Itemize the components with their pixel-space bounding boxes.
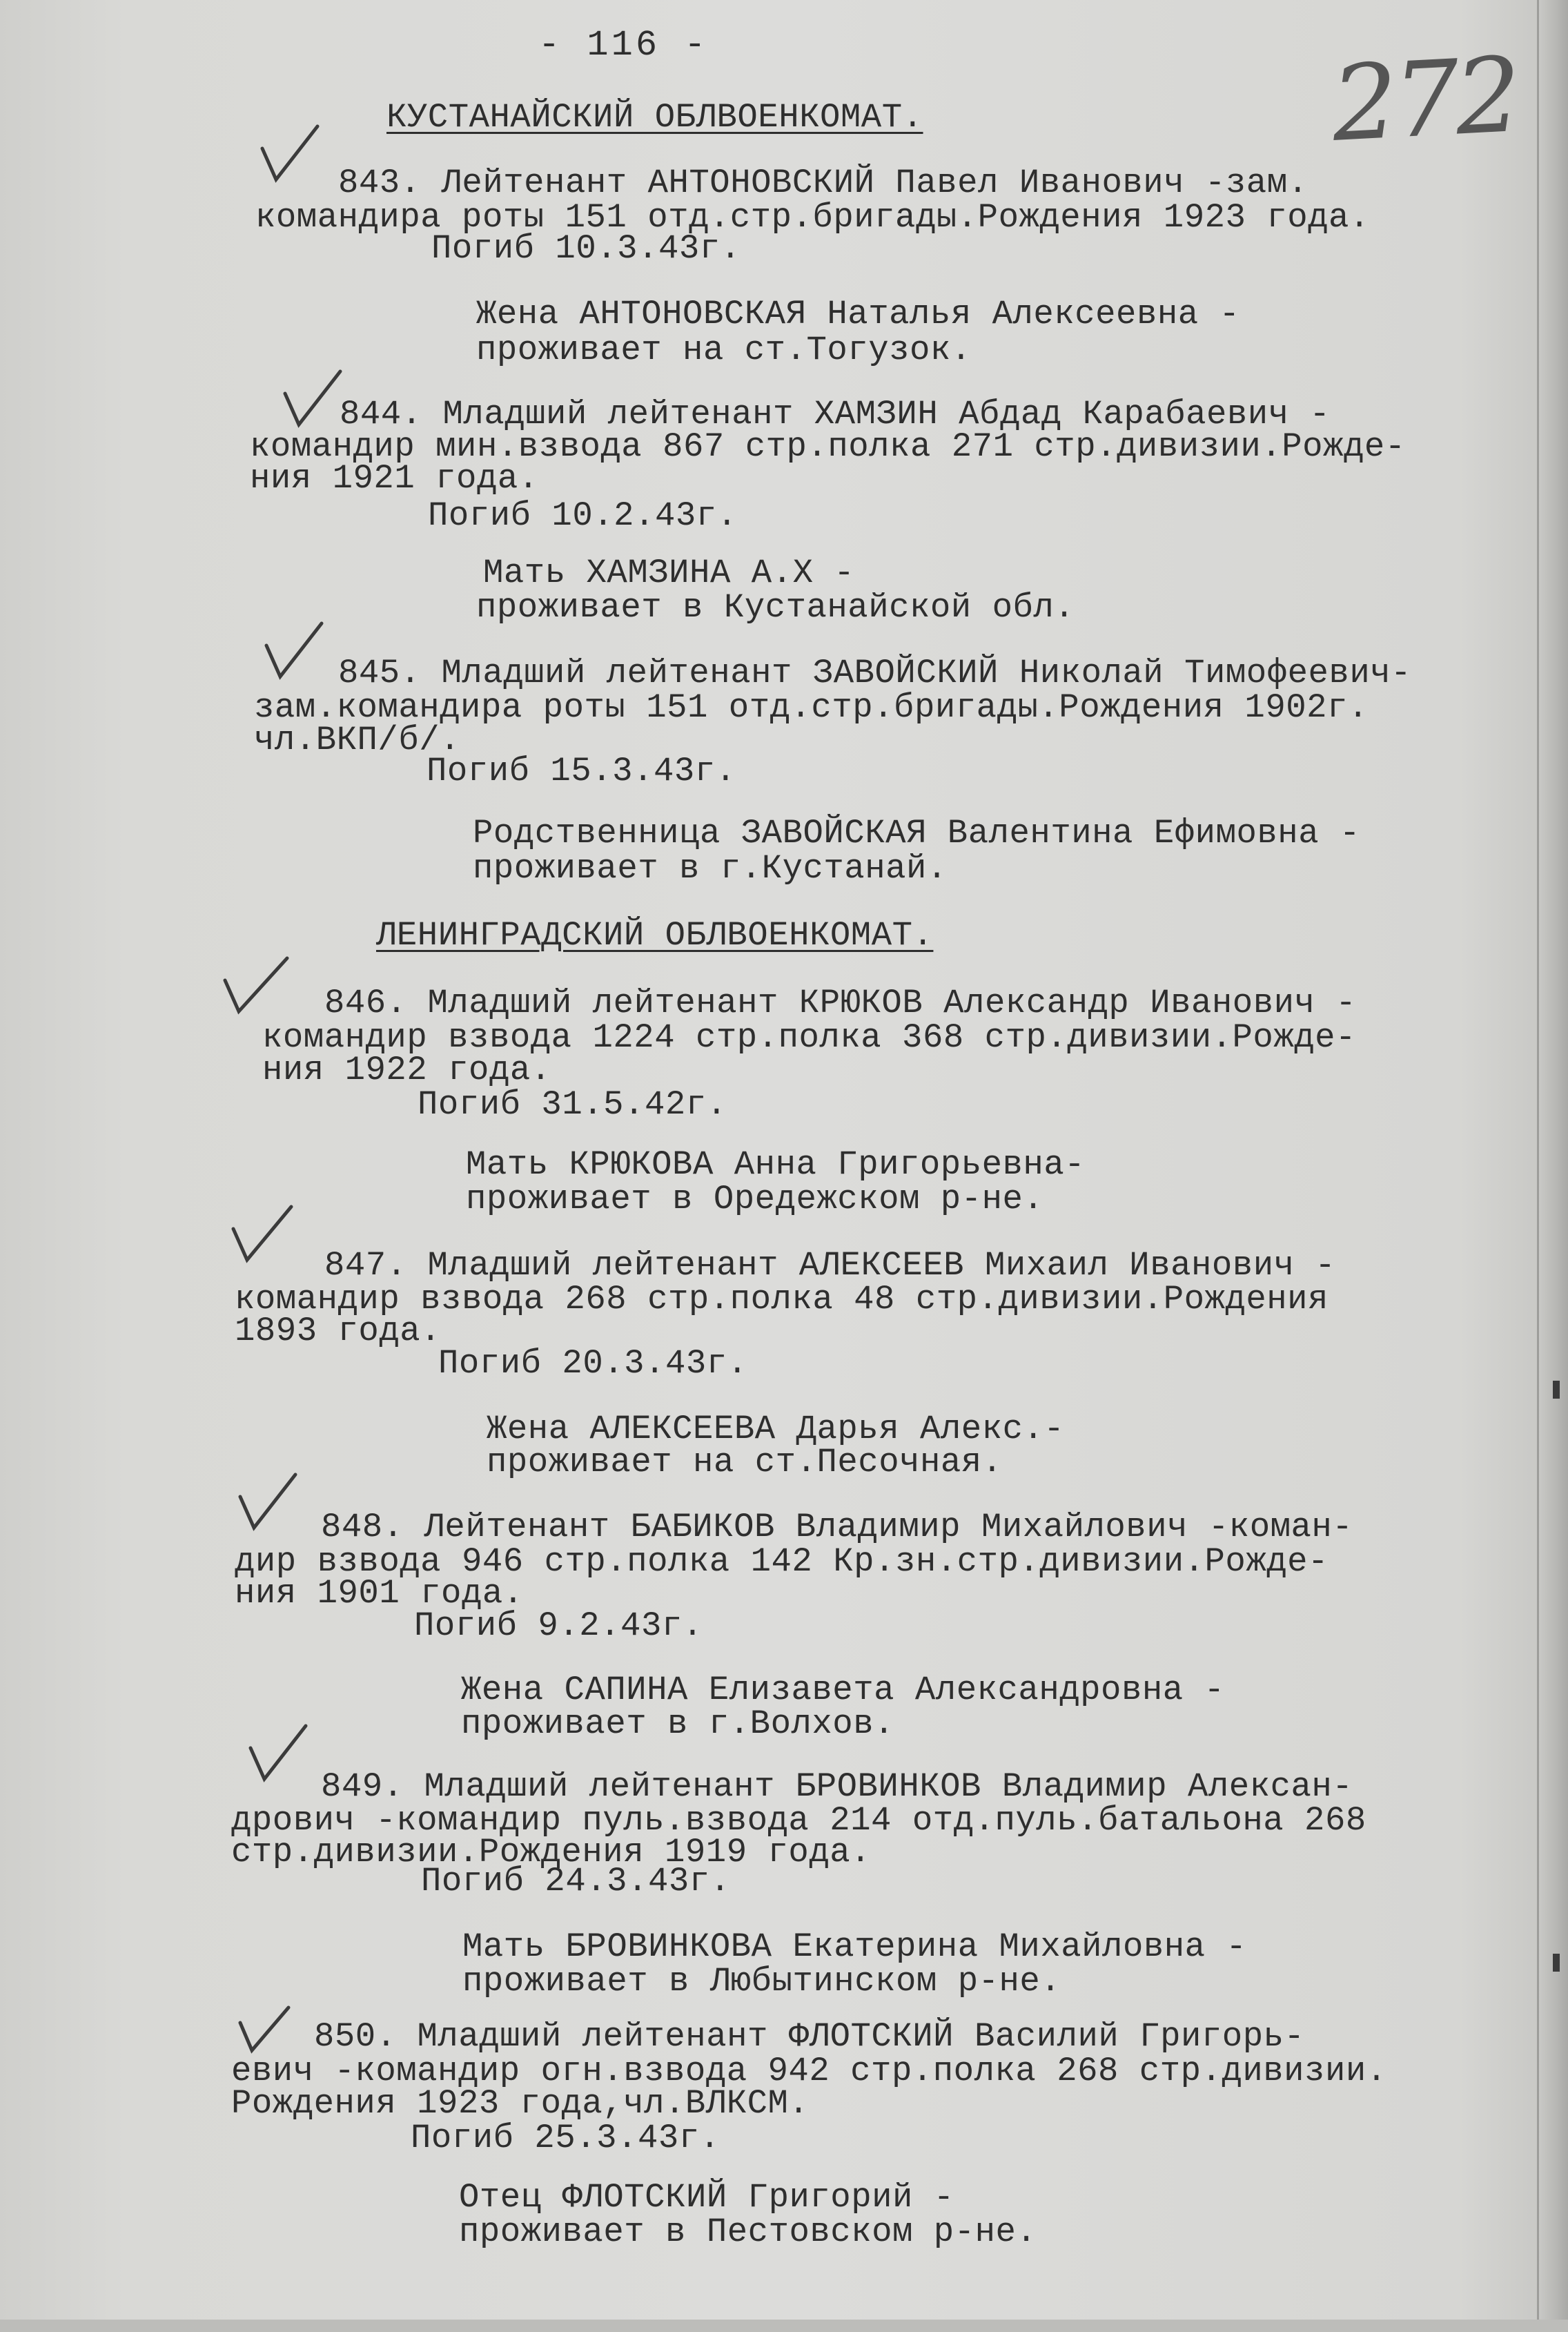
entry-847-line-1: 847. Младший лейтенант АЛЕКСЕЕВ Михаил Иванович - (324, 1246, 1336, 1285)
entry-850-line-1: 850. Младший лейтенант ФЛОТСКИЙ Василий Григорь- (314, 2017, 1305, 2056)
entry-847-death: Погиб 20.3.43г. (438, 1344, 748, 1383)
entry-848-relative: Жена САПИНА Елизавета Александровна - (461, 1671, 1225, 1709)
entry-846-death: Погиб 31.5.42г. (418, 1085, 727, 1124)
entry-845-line-1: 845. Младший лейтенант ЗАВОЙСКИЙ Николай Тимофеевич- (338, 654, 1412, 692)
entry-845-death: Погиб 15.3.43г. (427, 752, 736, 790)
entry-847-address: проживает на ст.Песочная. (487, 1443, 1003, 1481)
entry-843-line-1: 843. Лейтенант АНТОНОВСКИЙ Павел Иванович -зам. (338, 164, 1309, 202)
entry-849-death: Погиб 24.3.43г. (421, 1862, 731, 1901)
check-mark-icon (228, 1201, 297, 1267)
bottom-shadow (0, 2320, 1568, 2332)
entry-843-address: проживает на ст.Тогузок. (476, 331, 972, 369)
entry-845-line-3: чл.ВКП/б/. (254, 721, 461, 759)
entry-844-death: Погиб 10.2.43г. (428, 496, 738, 535)
entry-848-death: Погиб 9.2.43г. (414, 1606, 703, 1645)
page-edge-shadow (1537, 0, 1568, 2332)
entry-848-line-1: 848. Лейтенант БАБИКОВ Владимир Михайлович -коман- (321, 1508, 1353, 1546)
entry-843-death: Погиб 10.3.43г. (431, 229, 741, 268)
edge-mark (1553, 1954, 1560, 1972)
entry-844-address: проживает в Кустанайской обл. (476, 588, 1075, 627)
check-mark-icon (257, 121, 322, 186)
entry-846-line-1: 846. Младший лейтенант КРЮКОВ Александр Иванович - (324, 984, 1357, 1022)
check-mark-icon (245, 1720, 311, 1786)
entry-848-line-2: дир взвода 946 стр.полка 142 Кр.зн.стр.дивизии.Рожде- (235, 1542, 1329, 1581)
page-number: - 116 - (538, 25, 709, 66)
check-mark-icon (235, 1469, 300, 1535)
entry-850-address: проживает в Пестовском р-не. (459, 2213, 1037, 2251)
entry-844-relative: Мать ХАМЗИНА А.Х - (483, 554, 855, 592)
entry-843-line-2: командира роты 151 отд.стр.бригады.Рождения 1923 года. (255, 198, 1370, 237)
check-mark-icon (280, 366, 345, 431)
entry-846-line-2: командир взвода 1224 стр.полка 368 стр.дивизии.Рожде- (262, 1018, 1356, 1057)
check-mark-icon (235, 2002, 293, 2057)
entry-847-line-2: командир взвода 268 стр.полка 48 стр.дивизии.Рождения (235, 1280, 1329, 1319)
entry-849-address: проживает в Любытинском р-не. (462, 1962, 1061, 2001)
entry-850-relative: Отец ФЛОТСКИЙ Григорий - (459, 2178, 954, 2217)
check-mark-icon (261, 618, 326, 683)
entry-844-line-3: ния 1921 года. (250, 459, 539, 498)
entry-844-line-2: командир мин.взвода 867 стр.полка 271 стр.дивизии.Рожде- (250, 427, 1406, 466)
entry-850-line-2: евич -командир огн.взвода 942 стр.полка 268 стр.дивизии. (231, 2052, 1387, 2090)
entry-849-line-3: стр.дивизии.Рождения 1919 года. (231, 1833, 872, 1872)
entry-844-line-1: 844. Младший лейтенант ХАМЗИН Абдад Карабаевич - (340, 395, 1331, 434)
entry-845-line-2: зам.командира роты 151 отд.стр.бригады.Рождения 1902г. (254, 688, 1369, 727)
entry-850-death: Погиб 25.3.43г. (411, 2119, 721, 2157)
entry-845-relative: Родственница ЗАВОЙСКАЯ Валентина Ефимовна - (473, 814, 1360, 853)
archive-number-handwritten: 272 (1329, 35, 1520, 165)
entry-850-line-3: Рождения 1923 года,чл.ВЛКСМ. (231, 2084, 810, 2123)
entry-847-relative: Жена АЛЕКСЕЕВА Дарья Алекс.- (487, 1410, 1065, 1448)
section-heading-leningrad: ЛЕНИНГРАДСКИЙ ОБЛВОЕНКОМАТ. (376, 916, 934, 955)
entry-846-address: проживает в Оредежском р-не. (466, 1180, 1044, 1218)
edge-mark (1553, 1381, 1560, 1399)
entry-847-line-3: 1893 года. (235, 1312, 442, 1350)
entry-849-line-2: дрович -командир пуль.взвода 214 отд.пуль.батальона 268 (231, 1801, 1366, 1840)
entry-843-relative: Жена АНТОНОВСКАЯ Наталья Алексеевна - (476, 295, 1240, 333)
section-heading-kustanai: КУСТАНАЙСКИЙ ОБЛВОЕНКОМАТ. (386, 98, 923, 137)
entry-846-line-3: ния 1922 года. (262, 1051, 551, 1089)
entry-849-line-1: 849. Младший лейтенант БРОВИНКОВ Владимир Алексан- (321, 1767, 1353, 1806)
entry-848-address: проживает в г.Волхов. (461, 1704, 895, 1743)
entry-849-relative: Мать БРОВИНКОВА Екатерина Михайловна - (462, 1927, 1247, 1966)
entry-846-relative: Мать КРЮКОВА Анна Григорьевна- (466, 1145, 1086, 1184)
entry-845-address: проживает в г.Кустанай. (473, 849, 948, 888)
entry-848-line-3: ния 1901 года. (235, 1574, 524, 1613)
check-mark-icon (219, 953, 292, 1018)
